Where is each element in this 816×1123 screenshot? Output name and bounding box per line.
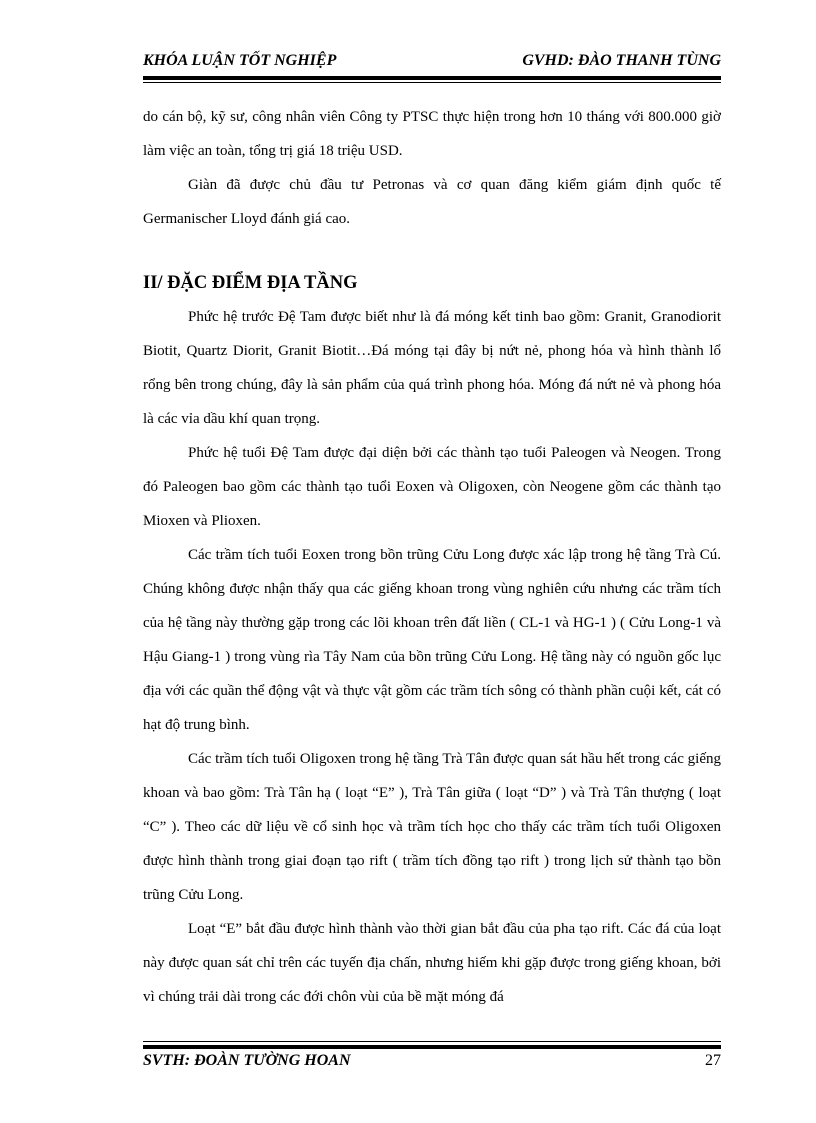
paragraph-3: Phức hệ trước Đệ Tam được biết như là đá móng kết tinh bao gồm: Granit, Granodiorit Biotit, Quartz Diorit, Granit Biotit…Đá móng tại đây bị nứt nẻ, phong hóa và hình thành lổ rổng bên trong chúng, đây là sản phẩm của quá trình phong hóa. Móng đá nứt nẻ và phong hóa là các vỉa dầu khí quan trọng.	[143, 309, 721, 427]
footer-rule-thin	[143, 1041, 721, 1042]
header-advisor: GVHD: ĐÀO THANH TÙNG	[522, 52, 721, 69]
footer-student: SVTH: ĐOÀN TƯỜNG HOAN	[143, 1052, 351, 1069]
page-body	[143, 100, 721, 1014]
paragraph-5: Các trầm tích tuổi Eoxen trong bồn trũng Cửu Long được xác lập trong hệ tầng Trà Cú. Chúng không được nhận thấy qua các giếng khoan trong vùng nghiên cứu nhưng các trầm tích của hệ tầng này thường gặp trong các lõi khoan trên đất liền ( CL-1 và HG-1 ) ( Cửu Long-1 và Hậu Giang-1 ) trong vùng rìa Tây Nam của bồn trũng Cửu Long. Hệ tầng này có nguồn gốc lục địa với các quần thể động vật và thực vật gồm các trầm tích sông có thành phần cuội kết, cát có hạt độ trung bình.	[143, 547, 721, 733]
paragraph-2: Giàn đã được chủ đầu tư Petronas và cơ quan đăng kiểm giám định quốc tế Germanischer Lloyd đánh giá cao.	[143, 177, 721, 227]
page-header	[143, 50, 721, 74]
header-rule-thin	[143, 82, 721, 83]
page-number: 27	[705, 1052, 721, 1069]
section-heading: II/ ĐẶC ĐIỂM ĐỊA TẦNG	[143, 273, 358, 293]
footer-rule-thick	[143, 1045, 721, 1049]
paragraph-4: Phức hệ tuổi Đệ Tam được đại diện bởi các thành tạo tuổi Paleogen và Neogen. Trong đó Paleogen bao gồm các thành tạo tuổi Eoxen và Oligoxen, còn Neogene gồm các thành tạo Mioxen và Plioxen.	[143, 445, 721, 529]
paragraph-1: do cán bộ, kỹ sư, công nhân viên Công ty PTSC thực hiện trong hơn 10 tháng với 800.000 giờ làm việc an toàn, tổng trị giá 18 triệu USD.	[143, 109, 721, 159]
header-thesis-title: KHÓA LUẬN TỐT NGHIỆP	[143, 52, 337, 69]
section-gap	[143, 236, 721, 266]
paragraph-6: Các trầm tích tuổi Oligoxen trong hệ tầng Trà Tân được quan sát hầu hết trong các giếng khoan và bao gồm: Trà Tân hạ ( loạt “E” ), Trà Tân giữa ( loạt “D” ) và Trà Tân thượng ( loạt “C” ). Theo các dữ liệu về cổ sinh học và trầm tích học cho thấy các trầm tích tuổi Oligoxen được hình thành trong giai đoạn tạo rift ( trầm tích đồng tạo rift ) trong lịch sử thành tạo bồn trũng Cửu Long.	[143, 751, 721, 903]
paragraph-7: Loạt “E” bắt đầu được hình thành vào thời gian bắt đầu của pha tạo rift. Các đá của loạt này được quan sát chỉ trên các tuyến địa chấn, nhưng hiếm khi gặp được trong giếng khoan, bởi vì chúng trải dài trong các đới chôn vùi của bề mặt móng đá	[143, 921, 721, 1005]
page-footer	[143, 1052, 721, 1074]
header-rule-thick	[143, 76, 721, 80]
